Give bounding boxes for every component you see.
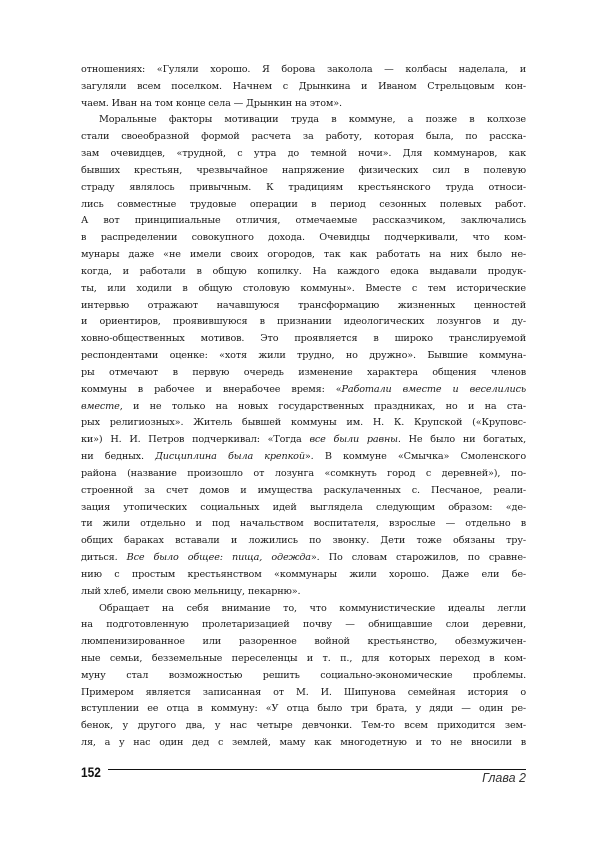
text-run: чаем. Иван на том конце села — Дрынкин на этом». [81,97,342,109]
text-line [81,533,526,550]
text-line [81,213,526,230]
text-line [81,466,526,483]
text-run: отношениях: «Гуляли хорошо. Я борова заколола — колбасы наделала, и [81,64,526,75]
text-run: ти жили отдельно и под начальством воспитателя, взрослые — отдельно в [81,518,526,530]
chapter-label: Глава 2 [482,771,526,785]
text-run: лись совместные трудовые операции в период сезонных полевых работ. [81,198,526,210]
text-run: ры отмечают в первую очередь изменение характера общения членов [81,366,526,378]
text-run: муну стал возможностью решить социально-экономические проблемы. [81,669,526,681]
text-run: и ориентиров, проявившуюся в признании идеологических лозунгов и ду- [81,316,526,328]
text-run: стали своеобразной формой расчета за работу, которая была, по расска- [81,131,526,143]
text-run: вступлении ее отца в коммуну: «У отца было три брата, у дяди — один ре- [81,703,526,715]
text-line [81,550,526,567]
text-run: зам очевидцев, «трудной, с утра до темной ночи». Для коммунаров, как [81,148,526,160]
text-line [81,500,526,517]
text-run: общих бараках вставали и ложились по звонку. Дети тоже обязаны тру- [81,535,526,547]
text-line [81,668,526,685]
text-line [81,415,526,432]
text-line [81,735,526,752]
text-run: интервью отражают начавшуюся трансформацию жизненных ценностей [81,299,526,311]
text-line [81,112,526,129]
text-run: коммуны в рабочее и внерабочее время: « [81,383,342,395]
text-run: зация утопических социальных идей выглядела следующим образом: «де- [81,501,526,513]
text-line [81,584,526,601]
text-run: строенной за счет домов и имущества раскулаченных с. Песчаное, реали- [81,484,526,496]
text-run: ки») Н. И. Петров подчеркивал: «Тогда [81,434,310,446]
text-line [81,382,526,399]
text-line [81,314,526,331]
italic-quote: Все было общее: пища, одежда [126,552,311,564]
text-line [81,79,526,96]
text-run: загуляли всем поселком. Начнем с Дрынкина и Иваном Стрельцовым кон- [81,80,526,92]
text-line [81,163,526,180]
text-run: ». В коммуне «Смычка» Смоленского [304,451,526,463]
italic-quote: все были равны [309,434,398,446]
text-line [81,230,526,247]
text-run: на подготовленную пролетаризацией почву — обнищавшие слои деревни, [81,619,526,631]
text-line [81,298,526,315]
text-line [81,399,526,416]
text-run: . Не было ни богатых, [397,434,526,446]
text-run: страду являлось привычным. К традициям крестьянского труда относи- [81,181,526,193]
text-run: ля, а у нас один дед с землей, маму как многодетную и то не вносили в [81,737,526,749]
text-run: ховно-общественных мотивов. Это проявляется в широко транслируемой [81,333,526,345]
text-run: диться. [81,552,127,564]
text-run: респондентами оценке: «хотя жили трудно, но дружно». Бывшие коммуна- [81,350,526,362]
text-line [81,96,526,113]
text-run: мунары даже «не имели своих огородов, так как работать на них было не- [81,249,526,261]
text-run: Примером является записанная от М. И. Шипунова семейная история о [81,686,526,698]
text-run: ». По словам старожилов, по сравне- [310,552,526,564]
text-run: бывших крестьян, чрезвычайное напряжение физических сил в полевую [81,164,526,176]
text-line [81,331,526,348]
text-run: ни бедных. [81,451,156,463]
footer-rule [108,769,526,770]
text-line [81,197,526,214]
text-run: люмпенизированное или разоренное войной крестьянство, обезмужичен- [81,636,526,648]
text-run: когда, и работали в общую копилку. На каждого едока выдавали продук- [81,265,526,277]
text-run: ные семьи, безземельные переселенцы и т. п., для которых переход в ком- [81,652,526,664]
text-line [81,567,526,584]
text-line [81,516,526,533]
text-line [81,432,526,449]
page-number: 152 [81,764,101,780]
text-run: ты, или ходили в общую столовую коммуны». Вместе с тем исторические [81,282,526,294]
text-run: А вот принципиальные отличия, отмечаемые рассказчиком, заключались [81,215,526,227]
text-line [81,348,526,365]
text-line [81,129,526,146]
text-run: района (название произошло от лозунга «сомкнуть город с деревней»), по- [81,467,526,479]
text-line [81,701,526,718]
text-line [81,634,526,651]
text-line [81,449,526,466]
text-line [81,685,526,702]
text-line [81,146,526,163]
italic-quote: Дисциплина была крепкой [155,451,305,463]
text-run: нию с простым крестьянством «коммунары жили хорошо. Даже ели бе- [81,568,526,580]
text-line [81,718,526,735]
text-line [81,365,526,382]
page-footer [81,764,526,784]
text-line [81,281,526,298]
text-line [81,62,526,79]
text-run: лый хлеб, имели свою мельницу, пекарню». [81,585,301,597]
text-run: в распределении совокупного дохода. Очевидцы подчеркивали, что ком- [81,232,526,244]
text-run: рых религиозных». Житель бывшей коммуны им. Н. К. Крупской («Круповс- [81,417,526,429]
text-run: бенок, у другого два, у нас четыре девчонки. Тем-то всем приходится зем- [81,720,526,732]
text-line [81,651,526,668]
text-run: , и не только на новых государственных праздниках, но и на ста- [119,400,526,412]
text-line [81,483,526,500]
text-line [81,617,526,634]
text-line [81,264,526,281]
text-line [81,601,526,618]
italic-quote: вместе [81,400,120,412]
italic-quote: Работали вместе и веселились [341,383,526,395]
text-line [81,180,526,197]
text-line [81,247,526,264]
text-run: Моральные факторы мотивации труда в коммуне, а позже в колхозе [99,114,526,126]
page-body [81,62,526,752]
text-run: Обращает на себя внимание то, что коммунистические идеалы легли [99,602,526,614]
